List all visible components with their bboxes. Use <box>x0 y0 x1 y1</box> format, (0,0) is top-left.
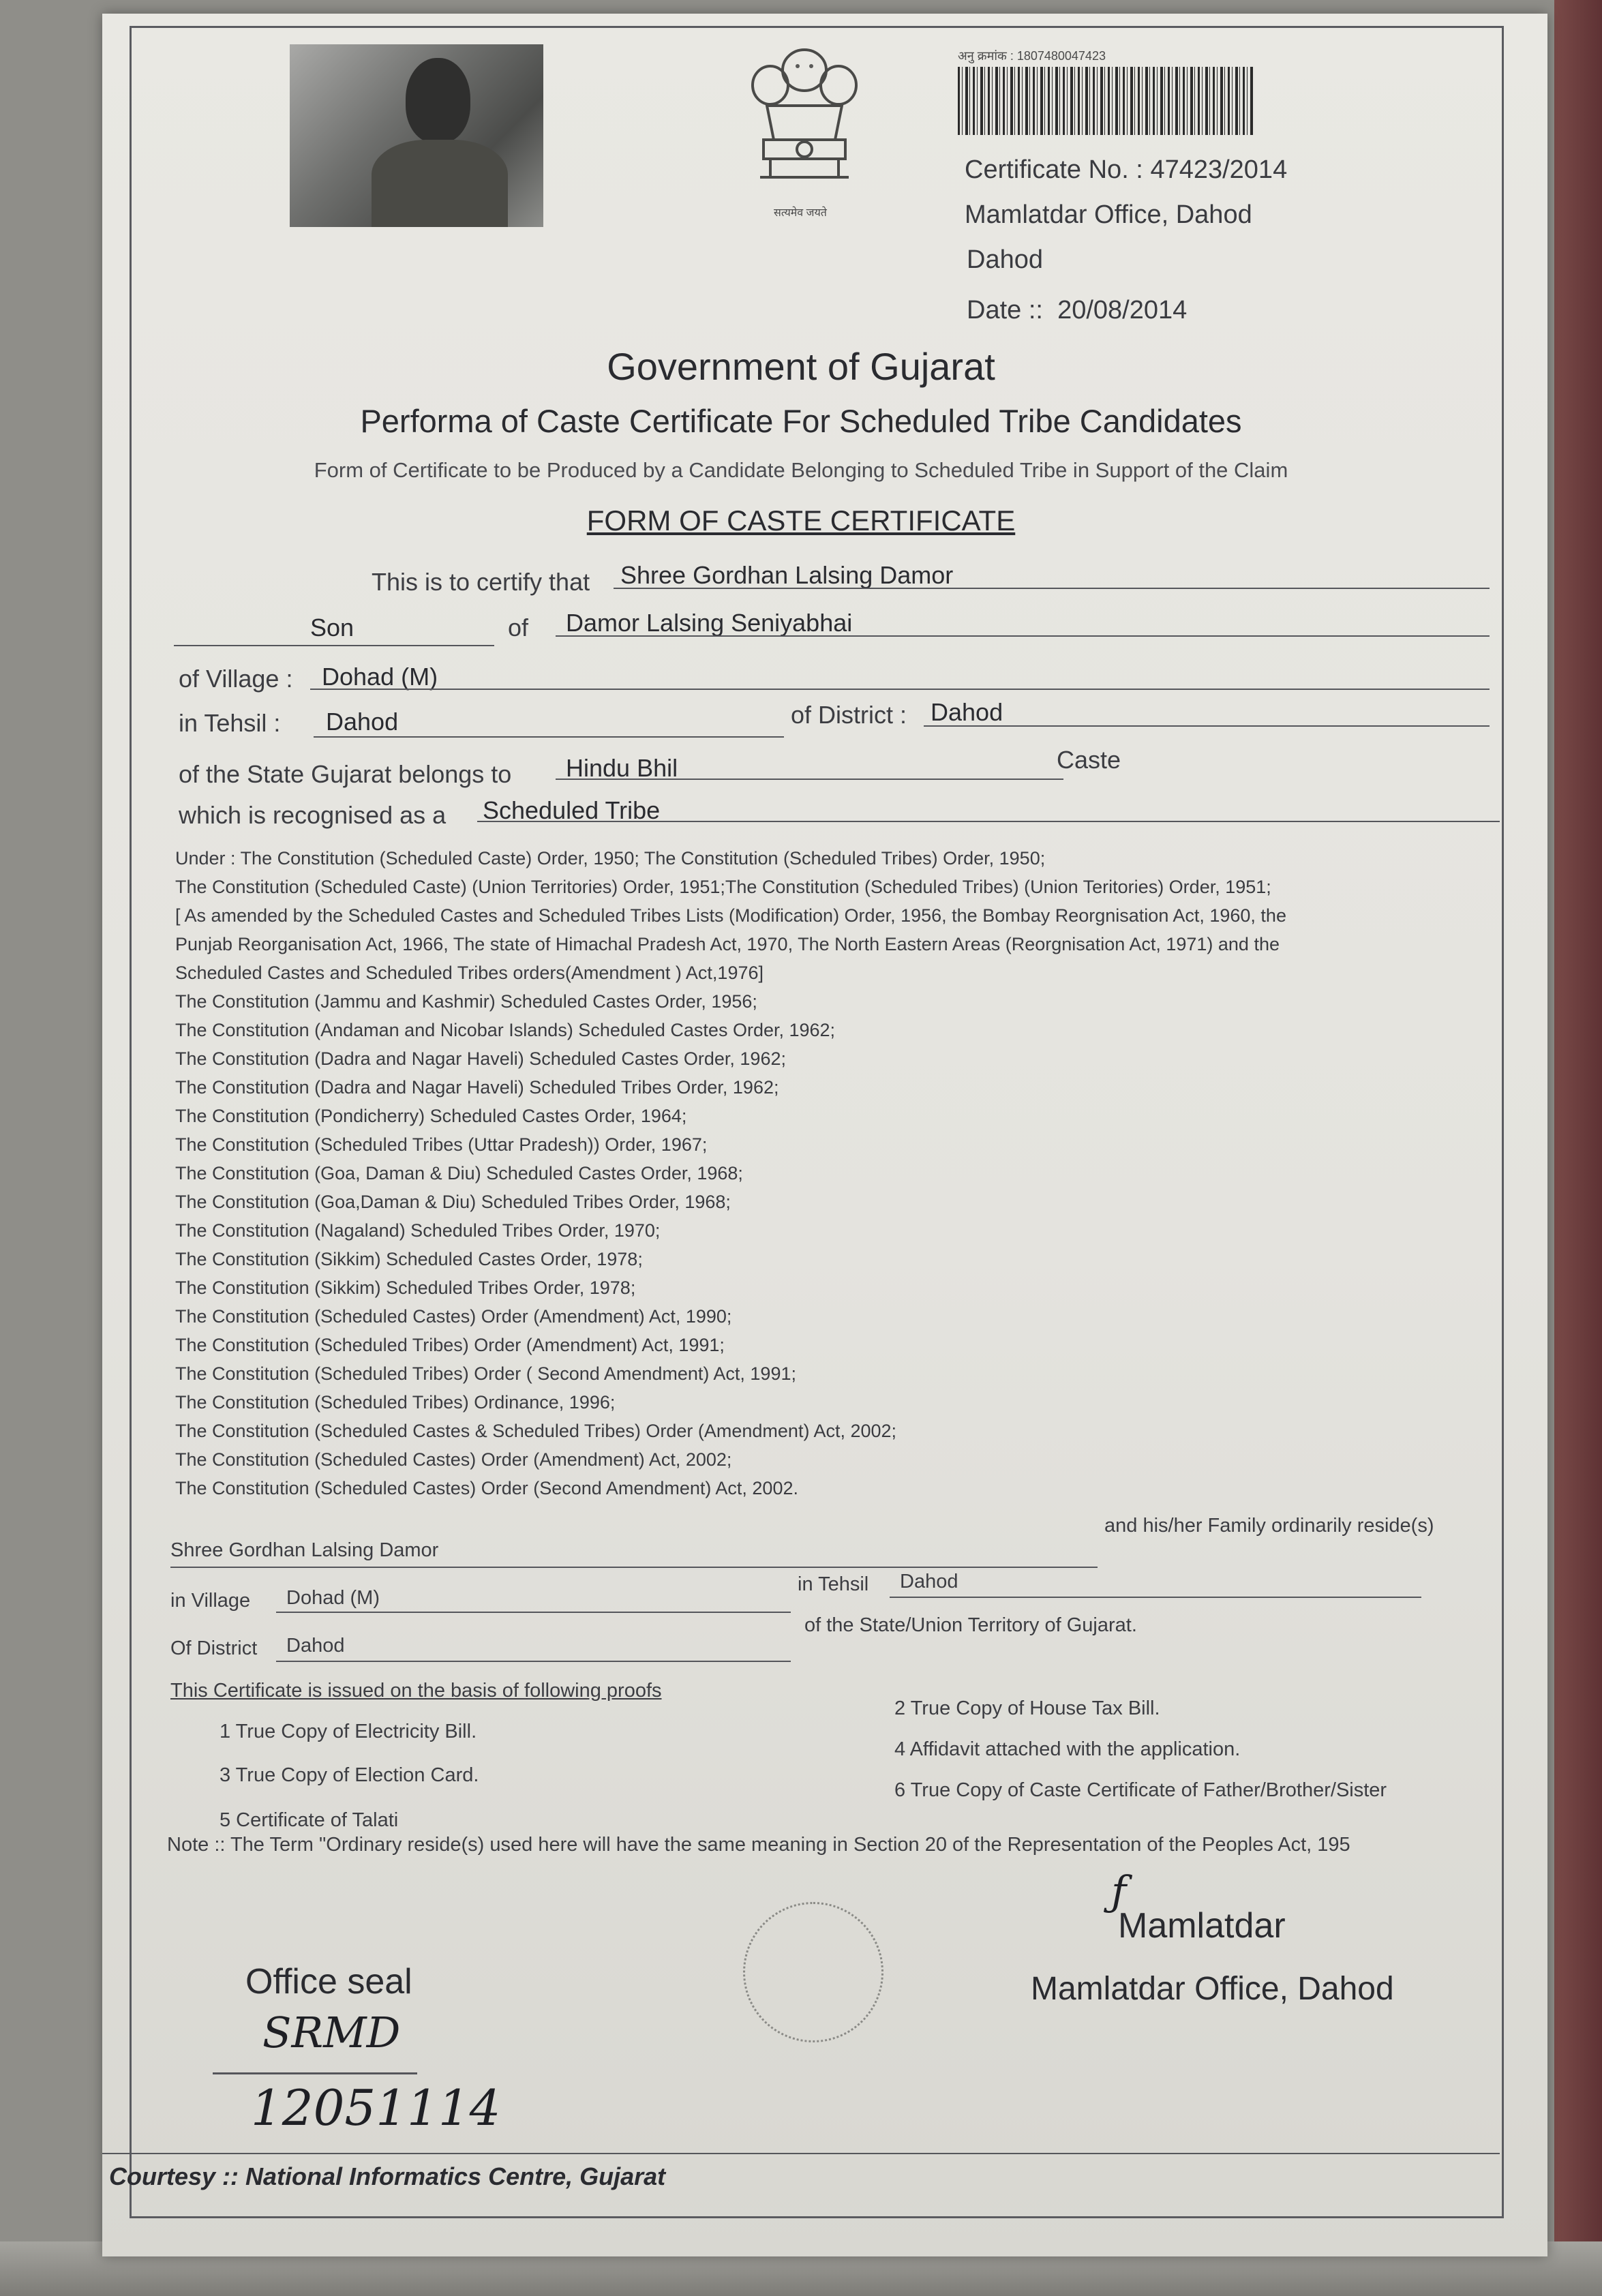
relation-underline <box>174 645 494 646</box>
village-label: of Village : <box>179 665 293 693</box>
performa-title: Performa of Caste Certificate For Scheduled Tribe Candidates <box>360 403 1242 439</box>
order-line: The Constitution (Goa, Daman & Diu) Scheduled Castes Order, 1968; <box>175 1163 743 1183</box>
issuing-office: Mamlatdar Office, Dahod <box>965 200 1252 229</box>
residence-village-label: in Village <box>170 1590 251 1612</box>
name-underline <box>614 588 1490 589</box>
residence-village-underline <box>276 1612 791 1613</box>
parent-underline <box>556 635 1490 637</box>
tehsil-underline <box>314 736 784 738</box>
proof-item: 4 Affidavit attached with the application. <box>894 1738 1241 1760</box>
handwritten-underline <box>213 2072 417 2074</box>
order-line: The Constitution (Scheduled Caste) (Union Territories) Order, 1951;The Constitution (Scheduled Tribes) (Union Teritories) Order, 1951; <box>175 877 1271 897</box>
note: Note :: The Term "Ordinary reside(s) used here will have the same meaning in Section 20 of the Representation of the Peoples Act, 195 <box>167 1834 1350 1856</box>
form-title <box>0 504 1602 537</box>
recognised-label: which is recognised as a <box>179 801 447 829</box>
handwritten-date: 12051114 <box>251 2079 501 2136</box>
form-note: Form of Certificate to be Produced by a Candidate Belonging to Scheduled Tribe in Support of the Claim <box>314 458 1288 482</box>
category-underline <box>477 821 1500 822</box>
order-line: The Constitution (Andaman and Nicobar Islands) Scheduled Castes Order, 1962; <box>175 1020 836 1040</box>
constitution-orders <box>175 844 1457 1502</box>
order-line: The Constitution (Scheduled Castes) Order (Second Amendment) Act, 2002. <box>175 1478 798 1498</box>
order-line: The Constitution (Goa,Daman & Diu) Scheduled Tribes Order, 1968; <box>175 1192 731 1212</box>
village-underline <box>310 689 1490 690</box>
caste: Hindu Bhil <box>566 754 678 782</box>
order-line: The Constitution (Scheduled Castes & Scheduled Tribes) Order (Amendment) Act, 2002; <box>175 1421 897 1441</box>
district-underline <box>924 725 1490 727</box>
order-line: The Constitution (Pondicherry) Scheduled Castes Order, 1964; <box>175 1106 687 1126</box>
residence-state-label: of the State/Union Territory of Gujarat. <box>804 1614 1137 1636</box>
category: Scheduled Tribe <box>483 796 661 824</box>
emblem-caption: सत्यमेव जयते <box>774 207 827 219</box>
photo-body <box>372 140 508 227</box>
proof-item: 6 True Copy of Caste Certificate of Father/Brother/Sister <box>894 1779 1387 1801</box>
tehsil-label: in Tehsil : <box>179 709 281 737</box>
order-line: The Constitution (Dadra and Nagar Haveli) Scheduled Tribes Order, 1962; <box>175 1077 779 1098</box>
order-line: The Constitution (Scheduled Tribes) Order ( Second Amendment) Act, 1991; <box>175 1363 796 1384</box>
residence-tehsil: Dahod <box>900 1571 958 1592</box>
residence-district-label: Of District <box>170 1637 258 1659</box>
order-line: The Constitution (Sikkim) Scheduled Castes Order, 1978; <box>175 1249 643 1269</box>
parent-name: Damor Lalsing Seniyabhai <box>566 609 853 637</box>
office-seal-label: Office seal <box>245 1962 412 2002</box>
proof-item: 3 True Copy of Election Card. <box>220 1764 479 1786</box>
office-seal-stamp <box>743 1902 883 2042</box>
order-line: The Constitution (Scheduled Tribes (Uttar Pradesh)) Order, 1967; <box>175 1134 708 1155</box>
caste-label: Caste <box>1057 746 1121 774</box>
certificate-number: 47423/2014 <box>1150 155 1288 184</box>
residence-district: Dahod <box>286 1635 345 1657</box>
residence-village: Dohad (M) <box>286 1587 380 1609</box>
handwritten-initials: SRMD <box>262 2008 401 2057</box>
residence-district-underline <box>276 1661 791 1662</box>
signatory-title: Mamlatdar <box>1118 1906 1286 1946</box>
date-row <box>967 296 1187 325</box>
relation: Son <box>310 614 354 641</box>
applicant-photo <box>290 44 543 227</box>
order-line: [ As amended by the Scheduled Castes and Scheduled Tribes Lists (Modification) Order, 1956, the Bombay Reorgnisation Act, 1960, the <box>175 905 1286 926</box>
issuing-place: Dahod <box>967 245 1043 274</box>
order-line: The Constitution (Scheduled Castes) Order (Amendment) Act, 2002; <box>175 1449 732 1470</box>
family-label: and his/her Family ordinarily reside(s) <box>1104 1515 1434 1537</box>
order-line: The Constitution (Jammu and Kashmir) Scheduled Castes Order, 1956; <box>175 991 757 1012</box>
village: Dohad (M) <box>322 663 438 691</box>
residence-tehsil-underline <box>890 1597 1421 1598</box>
order-line: The Constitution (Nagaland) Scheduled Tribes Order, 1970; <box>175 1220 661 1241</box>
footer-rule <box>102 2153 1500 2154</box>
issue-date: 20/08/2014 <box>1057 296 1188 324</box>
proof-item: 1 True Copy of Electricity Bill. <box>220 1721 477 1742</box>
proof-item: 5 Certificate of Talati <box>220 1809 399 1831</box>
form-title-text: FORM OF CASTE CERTIFICATE <box>586 504 1016 537</box>
order-line: The Constitution (Scheduled Tribes) Order (Amendment) Act, 1991; <box>175 1335 725 1355</box>
courtesy-footer: Courtesy :: National Informatics Centre, Gujarat <box>109 2162 666 2190</box>
certificate-number-label: Certificate No. : <box>965 155 1143 184</box>
photo-head <box>406 58 470 143</box>
resident-name: Shree Gordhan Lalsing Damor <box>170 1539 439 1561</box>
tehsil: Dahod <box>326 708 399 736</box>
order-line: The Constitution (Scheduled Tribes) Ordinance, 1996; <box>175 1392 616 1413</box>
order-line: Punjab Reorganisation Act, 1966, The state of Himachal Pradesh Act, 1970, The North Eastern Areas (Reorgnisation Act, 1971) and the <box>175 934 1280 954</box>
certify-intro-label: This is to certify that <box>372 568 590 596</box>
residence-tehsil-label: in Tehsil <box>798 1573 869 1595</box>
date-label: Date :: <box>967 296 1043 324</box>
state-label: of the State Gujarat belongs to <box>179 760 512 788</box>
caste-underline <box>556 779 1063 780</box>
order-line: The Constitution (Sikkim) Scheduled Tribes Order, 1978; <box>175 1278 636 1298</box>
national-emblem-icon <box>740 37 869 208</box>
order-line: Scheduled Castes and Scheduled Tribes orders(Amendment ) Act,1976] <box>175 963 764 983</box>
district: Dahod <box>931 698 1003 726</box>
resident-name-underline <box>170 1567 1098 1568</box>
signature-scrawl: ƒ <box>1111 1868 1127 1916</box>
order-line: Under : The Constitution (Scheduled Caste) Order, 1950; The Constitution (Scheduled Tribes) Order, 1950; <box>175 848 1046 868</box>
certificate-number-row <box>965 155 1287 185</box>
government-title: Government of Gujarat <box>607 345 995 388</box>
signatory-office: Mamlatdar Office, Dahod <box>1031 1971 1394 2007</box>
district-label: of District : <box>791 701 907 729</box>
barcode <box>958 67 1254 135</box>
candidate-name: Shree Gordhan Lalsing Damor <box>620 561 954 589</box>
proof-item: 2 True Copy of House Tax Bill. <box>894 1697 1160 1719</box>
order-line: The Constitution (Scheduled Castes) Order (Amendment) Act, 1990; <box>175 1306 732 1327</box>
barcode-number: अनु क्रमांक : 1807480047423 <box>958 49 1106 63</box>
proofs-label: This Certificate is issued on the basis of following proofs <box>170 1680 662 1702</box>
order-line: The Constitution (Dadra and Nagar Haveli) Scheduled Castes Order, 1962; <box>175 1048 786 1069</box>
of-label: of <box>508 614 529 641</box>
